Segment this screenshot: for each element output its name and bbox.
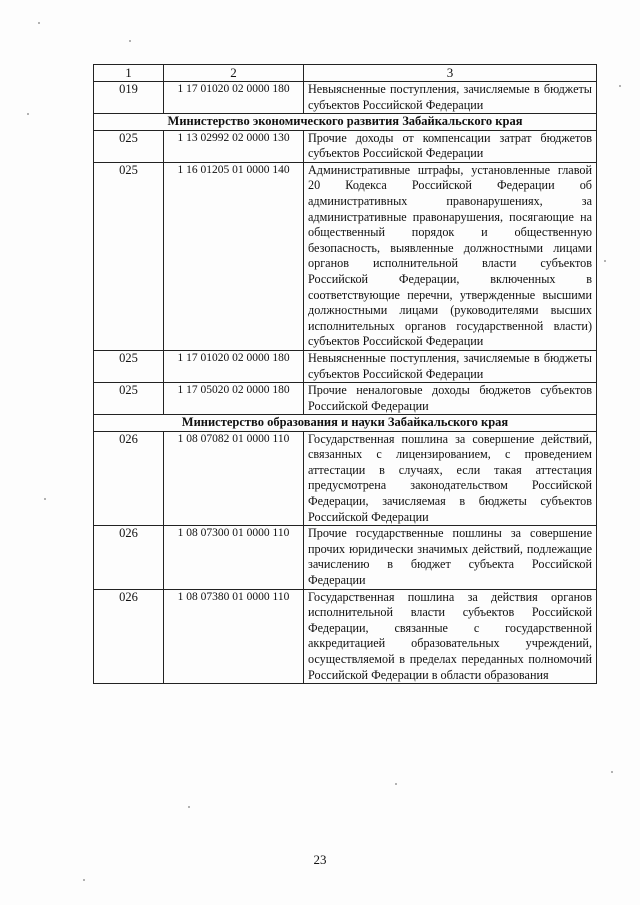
table-row — [94, 162, 597, 350]
revenue-description: Административные штрафы, установленные главой 20 Кодекса Российской Федерации об административных правонарушениях, за административные правонарушения, посягающие на общественный порядок и общественную безопасность, выявленные должностными лицами органов исполнительной власти субъектов Российской Федерации, включенных в соответствующие перечни, утвержденные высшими должностными лицами (руководителями высших исполнительных органов государственной власти) субъектов Российской Федерации — [304, 162, 597, 350]
revenue-description: Прочие неналоговые доходы бюджетов субъектов Российской Федерации — [304, 383, 597, 415]
table-row — [94, 383, 597, 415]
administrator-code: 025 — [94, 130, 164, 162]
administrator-code: 025 — [94, 383, 164, 415]
scan-speck — [604, 260, 606, 262]
budget-classification-code: 1 17 05020 02 0000 180 — [164, 383, 304, 415]
scan-speck — [27, 113, 29, 115]
administrator-code: 026 — [94, 526, 164, 589]
table-row — [94, 350, 597, 382]
revenue-codes-table — [93, 64, 597, 684]
scan-speck — [129, 40, 131, 42]
section-header-row — [94, 114, 597, 130]
budget-classification-code: 1 08 07082 01 0000 110 — [164, 431, 304, 526]
table-row — [94, 130, 597, 162]
budget-classification-code: 1 17 01020 02 0000 180 — [164, 82, 304, 114]
administrator-code: 019 — [94, 82, 164, 114]
page-number: 23 — [313, 852, 327, 867]
scan-speck — [188, 806, 190, 808]
scan-speck — [44, 498, 46, 500]
revenue-description: Государственная пошлина за действия органов исполнительной власти субъектов Российской Федерации, связанные с государственной аккредитацией образовательных учреждений, осуществляемой в пределах переданных полномочий Российской Федерации в области образования — [304, 589, 597, 684]
revenue-description: Невыясненные поступления, зачисляемые в бюджеты субъектов Российской Федерации — [304, 350, 597, 382]
revenue-description: Прочие государственные пошлины за совершение прочих юридически значимых действий, подлежащие зачислению в бюджет субъекта Российской Федерации — [304, 526, 597, 589]
scan-speck — [611, 771, 613, 773]
column-header-2: 2 — [164, 65, 304, 82]
scan-speck — [395, 783, 397, 785]
table-row — [94, 431, 597, 526]
budget-classification-code: 1 08 07380 01 0000 110 — [164, 589, 304, 684]
table-row — [94, 526, 597, 589]
scan-speck — [38, 22, 40, 24]
budget-classification-code: 1 08 07300 01 0000 110 — [164, 526, 304, 589]
table-row — [94, 589, 597, 684]
table-row — [94, 82, 597, 114]
revenue-description: Невыясненные поступления, зачисляемые в бюджеты субъектов Российской Федерации — [304, 82, 597, 114]
administrator-code: 025 — [94, 162, 164, 350]
section-header-row — [94, 415, 597, 431]
administrator-code: 026 — [94, 589, 164, 684]
administrator-code: 026 — [94, 431, 164, 526]
budget-classification-code: 1 13 02992 02 0000 130 — [164, 130, 304, 162]
revenue-description: Прочие доходы от компенсации затрат бюджетов субъектов Российской Федерации — [304, 130, 597, 162]
section-title: Министерство образования и науки Забайкальского края — [94, 415, 597, 431]
column-header-3: 3 — [304, 65, 597, 82]
column-header-1: 1 — [94, 65, 164, 82]
budget-classification-code: 1 16 01205 01 0000 140 — [164, 162, 304, 350]
administrator-code: 025 — [94, 350, 164, 382]
revenue-description: Государственная пошлина за совершение действий, связанных с лицензированием, с проведением аттестации в случаях, если такая аттестация предусмотрена законодательством Российской Федерации, зачисляемая в бюджеты субъектов Российской Федерации — [304, 431, 597, 526]
table-header-row — [94, 65, 597, 82]
section-title: Министерство экономического развития Забайкальского края — [94, 114, 597, 130]
scan-speck — [619, 85, 621, 87]
budget-classification-code: 1 17 01020 02 0000 180 — [164, 350, 304, 382]
scan-speck — [83, 879, 85, 881]
